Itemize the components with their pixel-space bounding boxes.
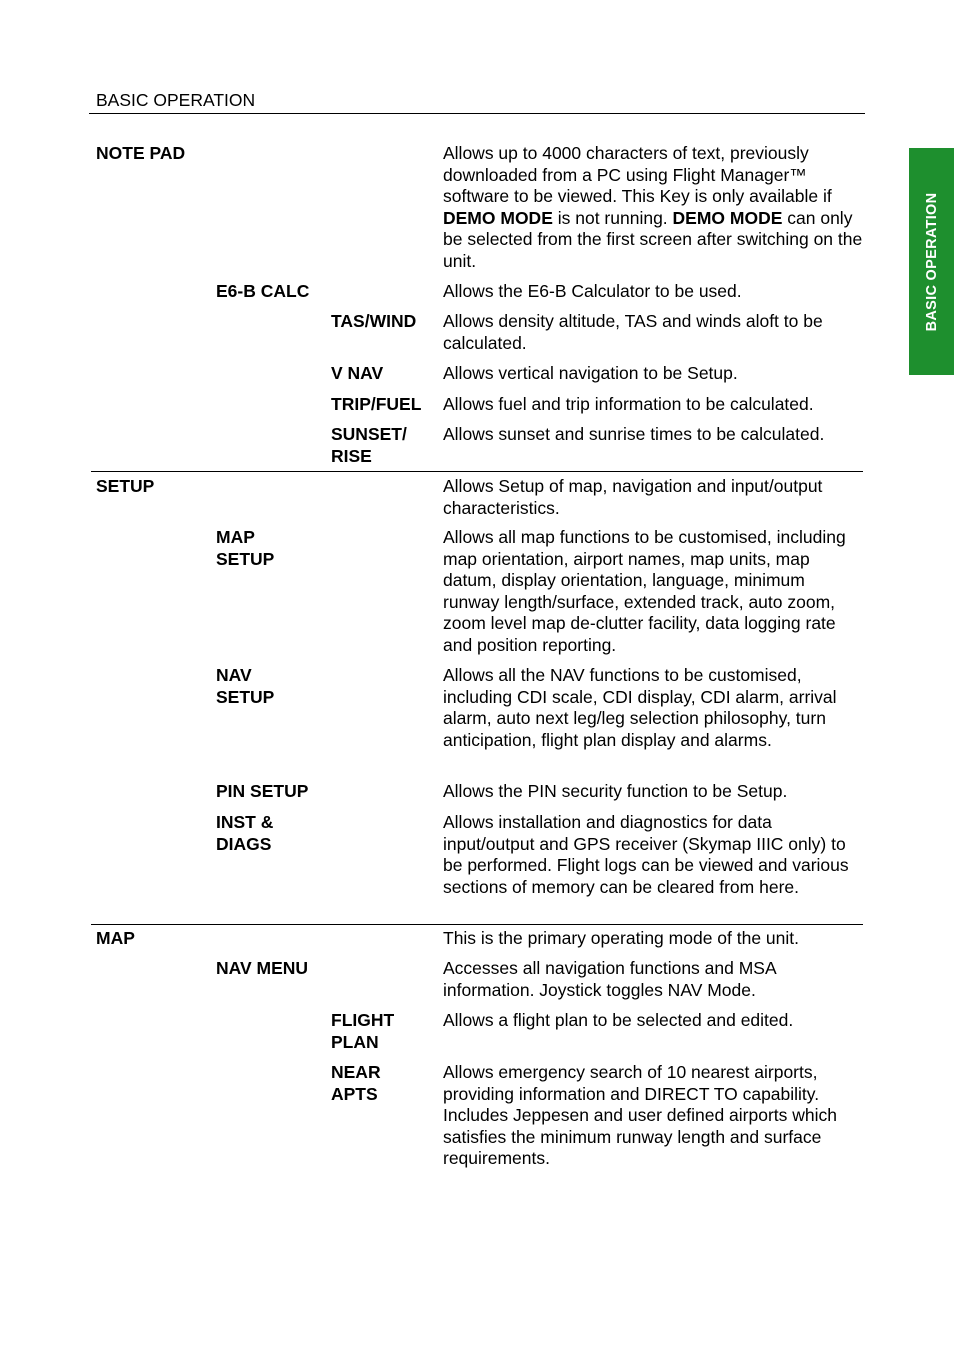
row-key: NOTE PAD [96,143,186,163]
row-description: Allows all the NAV functions to be customised, including CDI scale, CDI display, CDI alarm, arrival alarm, auto next leg/leg selection philosophy, turn anticipation, flight plan display and alarms. [443,665,837,750]
row-description: Allows sunset and sunrise times to be calculated. [443,424,825,444]
header-rule [89,113,865,114]
row-description: Allows vertical navigation to be Setup. [443,363,738,383]
row-key: MAP [96,928,135,948]
row-key: NAV SETUP [216,665,275,707]
row-key: TRIP/FUEL [331,394,422,414]
row-description: Accesses all navigation functions and MSA information. Joystick toggles NAV Mode. [443,958,776,1000]
section-side-tab [909,148,954,375]
section-divider [91,924,863,925]
row-description: This is the primary operating mode of the unit. [443,928,800,948]
row-key: MAP SETUP [216,527,275,569]
row-key: INST & DIAGS [216,812,274,854]
row-description: Allows a flight plan to be selected and edited. [443,1010,794,1030]
row-description: Allows all map functions to be customised, including map orientation, airport names, map units, map datum, display orientation, language, minimum runway length/surface, extended track, auto zoom, zoom level map de-clutter facility, data logging rate and position reporting. [443,527,846,655]
row-key: SUNSET/ RISE [331,424,407,466]
row-key: SETUP [96,476,155,496]
row-description: Allows installation and diagnostics for data input/output and GPS receiver (Skymap IIIC only) to be performed. Flight logs can be viewed and various sections of memory can be cleared from here. [443,812,849,897]
row-key: FLIGHT PLAN [331,1010,395,1052]
row-key: PIN SETUP [216,781,309,801]
row-description: Allows the PIN security function to be Setup. [443,781,788,801]
row-key: NAV MENU [216,958,309,978]
row-description: Allows density altitude, TAS and winds aloft to be calculated. [443,311,823,353]
row-key: NEAR APTS [331,1062,381,1104]
row-description: Allows up to 4000 characters of text, previously downloaded from a PC using Flight Manager™ software to be viewed. This Key is only available if DEMO MODE is not running. DEMO MODE can only be selected from the first screen after switching on the unit. [443,143,863,271]
row-description: Allows fuel and trip information to be calculated. [443,394,814,414]
page-header: BASIC OPERATION [96,90,256,110]
row-key: V NAV [331,363,384,383]
row-description: Allows Setup of map, navigation and input/output characteristics. [443,476,823,518]
side-tab-label: BASIC OPERATION [923,192,940,331]
row-description: Allows the E6-B Calculator to be used. [443,281,742,301]
row-description: Allows emergency search of 10 nearest airports, providing information and DIRECT TO capability. Includes Jeppesen and user defined airports which satisfies the minimum runway length and surface requirements. [443,1062,837,1169]
row-key: TAS/WIND [331,311,417,331]
row-key: E6-B CALC [216,281,310,301]
section-divider [91,471,863,472]
